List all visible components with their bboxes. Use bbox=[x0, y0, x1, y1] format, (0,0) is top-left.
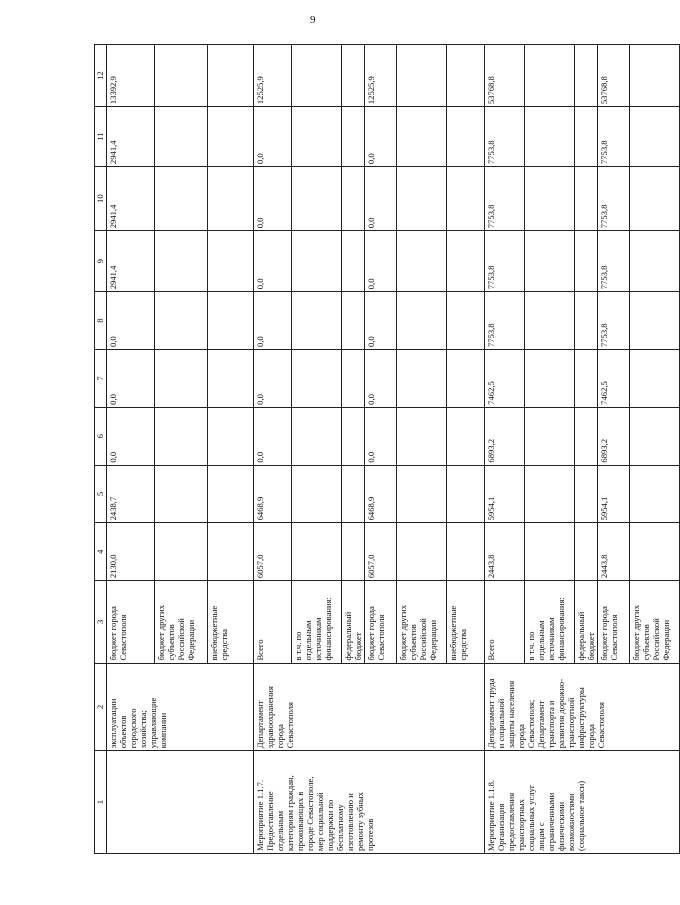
value-cell bbox=[447, 292, 485, 350]
value-cell: 2941,4 bbox=[107, 167, 155, 231]
value-cell bbox=[155, 107, 208, 167]
value-cell bbox=[397, 292, 447, 350]
value-cell: 2941,4 bbox=[107, 231, 155, 292]
value-cell bbox=[630, 45, 680, 107]
value-cell bbox=[525, 407, 575, 465]
value-cell bbox=[525, 523, 575, 581]
value-cell bbox=[342, 107, 365, 167]
value-cell bbox=[208, 350, 254, 408]
funding-source-cell: федеральный бюджет bbox=[575, 581, 598, 663]
value-cell: 5954,1 bbox=[598, 465, 630, 523]
value-cell bbox=[630, 523, 680, 581]
table-row bbox=[107, 45, 155, 854]
value-cell bbox=[292, 231, 342, 292]
value-cell bbox=[575, 523, 598, 581]
value-cell bbox=[342, 523, 365, 581]
value-cell bbox=[525, 231, 575, 292]
column-header: 7 bbox=[95, 350, 107, 408]
value-cell: 12525,9 bbox=[254, 45, 292, 107]
value-cell bbox=[155, 407, 208, 465]
value-cell: 7753,8 bbox=[485, 292, 525, 350]
value-cell bbox=[447, 107, 485, 167]
value-cell bbox=[397, 45, 447, 107]
value-cell bbox=[575, 45, 598, 107]
column-header: 2 bbox=[95, 663, 107, 751]
funding-source-cell: бюджет других субъектов Российской Федерации bbox=[630, 581, 680, 663]
funding-source-cell: бюджет города Севастополя bbox=[365, 581, 397, 663]
value-cell bbox=[155, 167, 208, 231]
value-cell: 0,0 bbox=[254, 407, 292, 465]
value-cell: 7462,5 bbox=[485, 350, 525, 408]
value-cell bbox=[397, 465, 447, 523]
value-cell: 6893,2 bbox=[485, 407, 525, 465]
executor-cell: эксплуатации объектов городского хозяйства; управляющие компании bbox=[107, 663, 254, 751]
value-cell bbox=[630, 292, 680, 350]
value-cell: 0,0 bbox=[254, 231, 292, 292]
value-cell bbox=[208, 167, 254, 231]
value-cell bbox=[525, 350, 575, 408]
value-cell: 7753,8 bbox=[598, 167, 630, 231]
value-cell bbox=[447, 231, 485, 292]
funding-source-cell: федеральный бюджет bbox=[342, 581, 365, 663]
value-cell bbox=[575, 465, 598, 523]
value-cell bbox=[575, 350, 598, 408]
value-cell: 7753,8 bbox=[485, 107, 525, 167]
value-cell: 7753,8 bbox=[485, 167, 525, 231]
measure-cell: Мероприятие 1.1.7. Предоставление отдельным категориям граждан, проживающих в городе Севастополе, мер социальной поддержки по бесплатному изготовлению и ремонту зубных протезов bbox=[254, 751, 485, 854]
value-cell: 53768,8 bbox=[598, 45, 630, 107]
value-cell: 0,0 bbox=[107, 292, 155, 350]
value-cell bbox=[447, 45, 485, 107]
column-header: 9 bbox=[95, 231, 107, 292]
value-cell: 0,0 bbox=[254, 292, 292, 350]
value-cell bbox=[397, 107, 447, 167]
value-cell bbox=[575, 292, 598, 350]
value-cell bbox=[292, 523, 342, 581]
value-cell: 2438,7 bbox=[107, 465, 155, 523]
value-cell bbox=[208, 231, 254, 292]
value-cell bbox=[525, 167, 575, 231]
value-cell bbox=[208, 45, 254, 107]
value-cell bbox=[397, 350, 447, 408]
executor-cell: Департамент труда и социальной защиты населения города Севастополя; Департамент транспорта и развития дорожно- транспортной инфраструктуры города Севастополя bbox=[485, 663, 680, 751]
value-cell bbox=[342, 292, 365, 350]
value-cell: 0,0 bbox=[365, 107, 397, 167]
column-header: 12 bbox=[95, 45, 107, 107]
value-cell: 6057,0 bbox=[365, 523, 397, 581]
value-cell bbox=[208, 292, 254, 350]
value-cell bbox=[525, 292, 575, 350]
value-cell bbox=[292, 465, 342, 523]
value-cell bbox=[447, 407, 485, 465]
table-row bbox=[485, 45, 525, 854]
column-header: 1 bbox=[95, 751, 107, 854]
value-cell bbox=[575, 167, 598, 231]
value-cell: 7753,8 bbox=[485, 231, 525, 292]
column-header: 8 bbox=[95, 292, 107, 350]
funding-source-cell: внебюджетные средства bbox=[208, 581, 254, 663]
value-cell: 5954,1 bbox=[485, 465, 525, 523]
value-cell bbox=[155, 350, 208, 408]
value-cell bbox=[525, 107, 575, 167]
value-cell bbox=[575, 407, 598, 465]
value-cell bbox=[155, 292, 208, 350]
value-cell: 6468,9 bbox=[365, 465, 397, 523]
value-cell bbox=[630, 107, 680, 167]
value-cell bbox=[447, 465, 485, 523]
value-cell: 2130,0 bbox=[107, 523, 155, 581]
value-cell bbox=[208, 523, 254, 581]
value-cell bbox=[342, 167, 365, 231]
funding-source-cell: бюджет города Севастополя bbox=[598, 581, 630, 663]
value-cell: 2941,4 bbox=[107, 107, 155, 167]
value-cell bbox=[292, 407, 342, 465]
column-header: 6 bbox=[95, 407, 107, 465]
value-cell bbox=[155, 465, 208, 523]
value-cell bbox=[292, 292, 342, 350]
rotated-table-container bbox=[94, 44, 671, 854]
funding-source-cell: бюджет города Севастополя bbox=[107, 581, 155, 663]
value-cell bbox=[155, 231, 208, 292]
value-cell: 6057,0 bbox=[254, 523, 292, 581]
value-cell: 7753,8 bbox=[598, 292, 630, 350]
value-cell bbox=[525, 465, 575, 523]
column-header: 3 bbox=[95, 581, 107, 663]
value-cell: 7753,8 bbox=[598, 107, 630, 167]
value-cell bbox=[397, 167, 447, 231]
budget-table bbox=[94, 44, 680, 854]
value-cell bbox=[630, 167, 680, 231]
value-cell bbox=[292, 167, 342, 231]
value-cell: 53768,8 bbox=[485, 45, 525, 107]
value-cell bbox=[208, 407, 254, 465]
value-cell: 0,0 bbox=[254, 350, 292, 408]
value-cell bbox=[447, 167, 485, 231]
value-cell bbox=[342, 407, 365, 465]
value-cell bbox=[575, 231, 598, 292]
value-cell bbox=[208, 107, 254, 167]
value-cell bbox=[342, 45, 365, 107]
value-cell: 13392,9 bbox=[107, 45, 155, 107]
funding-source-cell: бюджет других субъектов Российской Федерации bbox=[397, 581, 447, 663]
value-cell: 0,0 bbox=[107, 407, 155, 465]
value-cell bbox=[575, 107, 598, 167]
value-cell: 6893,2 bbox=[598, 407, 630, 465]
value-cell bbox=[208, 465, 254, 523]
column-header: 4 bbox=[95, 523, 107, 581]
value-cell: 2443,8 bbox=[598, 523, 630, 581]
value-cell bbox=[447, 350, 485, 408]
page-number: 9 bbox=[310, 14, 316, 26]
value-cell: 6468,9 bbox=[254, 465, 292, 523]
funding-source-cell: в т.ч. по отдельным источникам финансирования: bbox=[292, 581, 342, 663]
value-cell bbox=[155, 45, 208, 107]
table-row bbox=[254, 45, 292, 854]
value-cell bbox=[397, 407, 447, 465]
value-cell: 0,0 bbox=[365, 167, 397, 231]
value-cell bbox=[397, 523, 447, 581]
value-cell bbox=[292, 107, 342, 167]
value-cell bbox=[630, 465, 680, 523]
value-cell bbox=[630, 350, 680, 408]
funding-source-cell: в т.ч. по отдельным источникам финансирования: bbox=[525, 581, 575, 663]
executor-cell: Департамент здравоохранения города Севастополя bbox=[254, 663, 485, 751]
value-cell: 7753,8 bbox=[598, 231, 630, 292]
value-cell: 0,0 bbox=[254, 167, 292, 231]
value-cell: 0,0 bbox=[107, 350, 155, 408]
value-cell: 0,0 bbox=[254, 107, 292, 167]
value-cell: 0,0 bbox=[365, 407, 397, 465]
measure-cell: Мероприятие 1.1.8. Организация предоставления транспортных социальных услуг лицам с ограниченными физическими возможностями (социальное такси) bbox=[485, 751, 680, 854]
funding-source-cell: Всего bbox=[254, 581, 292, 663]
measure-cell bbox=[107, 751, 254, 854]
column-header: 10 bbox=[95, 167, 107, 231]
value-cell bbox=[342, 465, 365, 523]
value-cell bbox=[397, 231, 447, 292]
value-cell: 12525,9 bbox=[365, 45, 397, 107]
value-cell: 0,0 bbox=[365, 350, 397, 408]
funding-source-cell: Всего bbox=[485, 581, 525, 663]
column-header-row bbox=[95, 45, 107, 854]
value-cell bbox=[292, 350, 342, 408]
funding-source-cell: внебюджетные средства bbox=[447, 581, 485, 663]
value-cell bbox=[630, 231, 680, 292]
value-cell: 0,0 bbox=[365, 231, 397, 292]
column-header: 11 bbox=[95, 107, 107, 167]
value-cell: 2443,8 bbox=[485, 523, 525, 581]
value-cell bbox=[525, 45, 575, 107]
value-cell bbox=[155, 523, 208, 581]
value-cell: 0,0 bbox=[365, 292, 397, 350]
value-cell bbox=[447, 523, 485, 581]
value-cell bbox=[630, 407, 680, 465]
column-header: 5 bbox=[95, 465, 107, 523]
value-cell bbox=[342, 350, 365, 408]
funding-source-cell: бюджет других субъектов Российской Федерации bbox=[155, 581, 208, 663]
value-cell bbox=[292, 45, 342, 107]
value-cell: 7462,5 bbox=[598, 350, 630, 408]
value-cell bbox=[342, 231, 365, 292]
